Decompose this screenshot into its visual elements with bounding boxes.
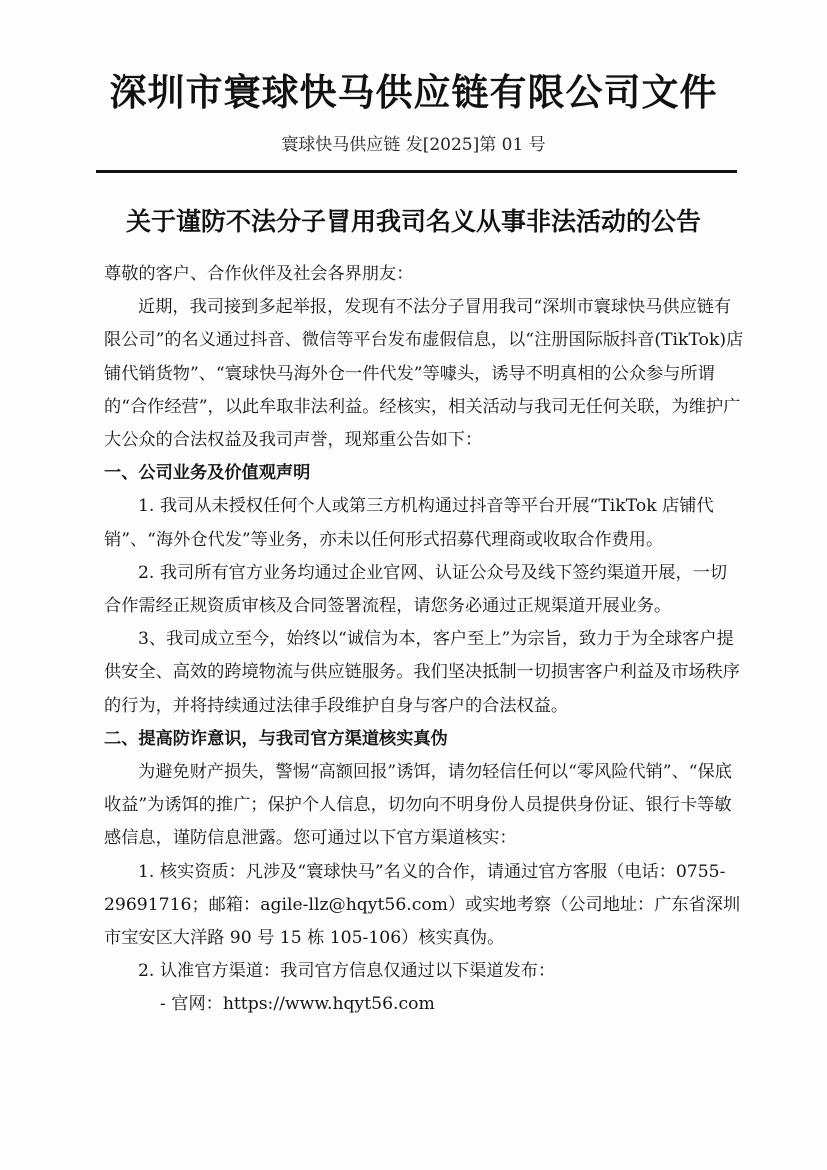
salutation: 尊敬的客户、合作伙伴及社会各界朋友： [104, 264, 414, 284]
notice-body [104, 258, 744, 1022]
section1-item-3: 3、我司成立至今，始终以“诚信为本，客户至上”为宗旨，致力于为全球客户提供安全、高效的跨境物流与供应链服务。我们坚决抵制一切损害客户利益及市场秩序的行为，并将持续通过法律手段维护自身与客户的合法权益。 [104, 629, 740, 716]
section1-item-1: 1. 我司从未授权任何个人或第三方机构通过抖音等平台开展“TikTok 店铺代销”、“海外仓代发”等业务，亦未以任何形式招募代理商或收取合作费用。 [104, 496, 714, 550]
section2-item-2: 2. 认准官方渠道：我司官方信息仅通过以下渠道发布： [138, 961, 556, 982]
section-heading-1: 一、公司业务及价值观声明 [104, 463, 311, 484]
document-number: 寰球快马供应链 发[2025]第 01 号 [281, 135, 546, 155]
section2-item-1: 1. 核实资质：凡涉及“寰球快马”名义的合作，请通过官方客服（电话：0755-29691716；邮箱：agile-llz@hqyt56.com）或实地考察（公司地址：广东省深圳市宝安区大洋路 90 号 15 栋 105-106）核实真伪。 [104, 861, 741, 949]
section2-intro: 为避免财产损失，警惕“高额回报”诱饵，请勿轻信任何以“零风险代销”、“保底收益”为诱饵的推广；保护个人信息，切勿向不明身份人员提供身份证、银行卡等敏感信息，谨防信息泄露。您可通过以下官方渠道核实： [104, 762, 732, 849]
header-divider [96, 170, 737, 173]
notice-title: 关于谨防不法分子冒用我司名义从事非法活动的公告 [125, 207, 701, 236]
company-document-title: 深圳市寰球快马供应链有限公司文件 [109, 70, 718, 114]
official-website: - 官网：https://www.hqyt56.com [160, 994, 435, 1015]
section-heading-2: 二、提高防诈意识，与我司官方渠道核实真伪 [104, 728, 448, 749]
intro-paragraph: 近期，我司接到多起举报，发现有不法分子冒用我司“深圳市寰球快马供应链有限公司”的名义通过抖音、微信等平台发布虚假信息，以“注册国际版抖音(TikTok)店铺代销货物”、“寰球快马海外仓一件代发”等噱头，诱导不明真相的公众参与所谓的“合作经营”，以此牟取非法利益。经核实，相关活动与我司无任何关联，为维护广大公众的合法权益及我司声誉，现郑重公告如下： [104, 297, 744, 451]
section1-item-2: 2. 我司所有官方业务均通过企业官网、认证公众号及线下签约渠道开展，一切合作需经正规资质审核及合同签署流程，请您务必通过正规渠道开展业务。 [104, 562, 728, 617]
